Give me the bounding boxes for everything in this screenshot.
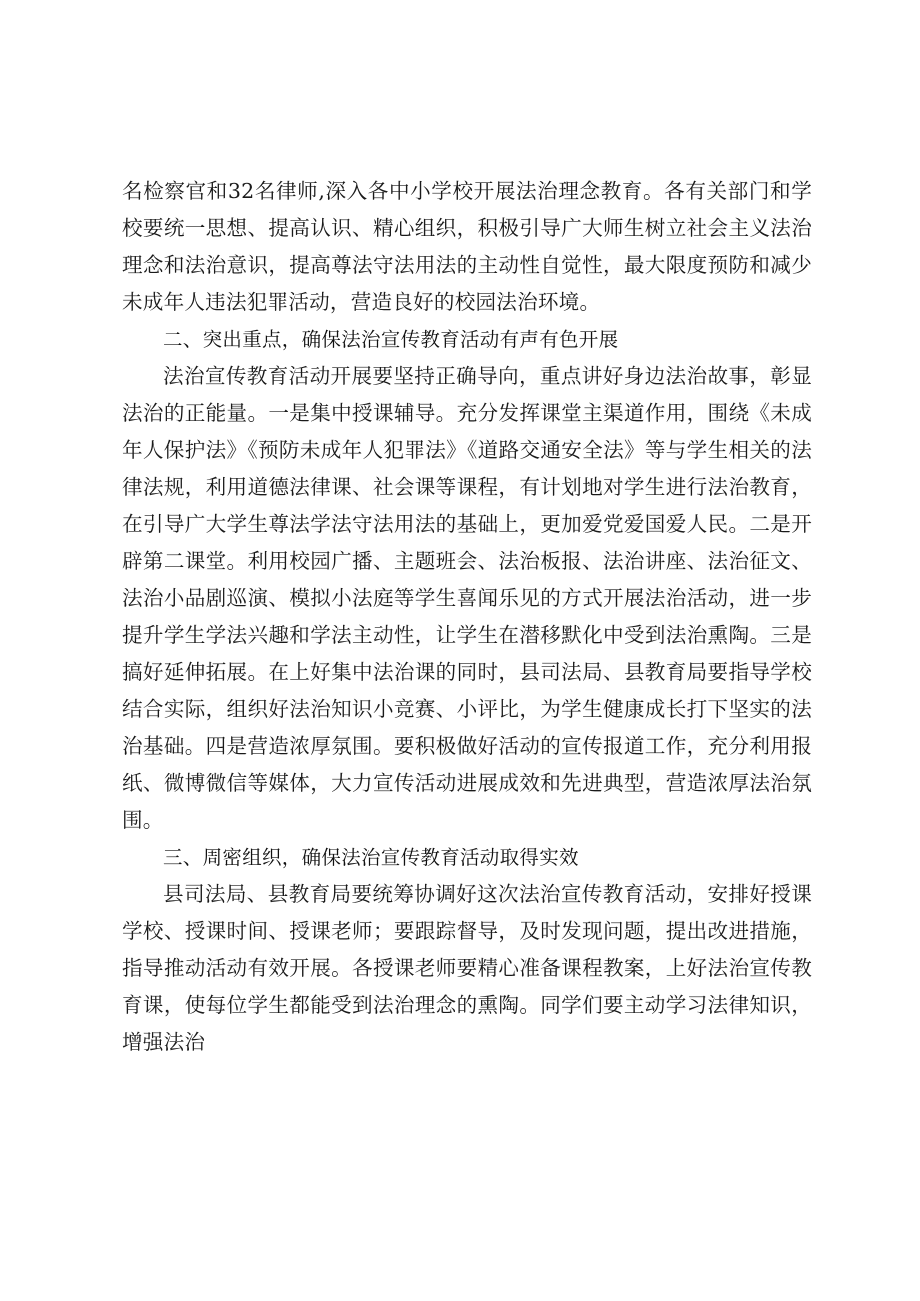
section-heading-2: 二、突出重点，确保法治宣传教育活动有声有色开展 [163, 328, 619, 351]
section-heading-3: 三、周密组织，确保法治宣传教育活动取得实效 [163, 846, 579, 869]
paragraph-section-3: 县司法局、县教育局要统筹协调好这次法治宣传教育活动，安排好授课学校、授课时间、授课老师；要跟踪督导，及时发现问题，提出改进措施，指导推动活动有效开展。各授课老师要精心准备课程教案，上好法治宣传教育课，使每位学生都能受到法治理念的熏陶。同学们要主动学习法律知识，增强法治 [122, 882, 812, 1054]
paragraph-section-2: 法治宣传教育活动开展要坚持正确导向，重点讲好身边法治故事，彰显法治的正能量。一是集中授课辅导。充分发挥课堂主渠道作用，围绕《未成年人保护法》《预防未成年人犯罪法》《道路交通安全法》等与学生相关的法律法规，利用道德法律课、社会课等课程，有计划地对学生进行法治教育，在引导广大学生尊法学法守法用法的基础上，更加爱党爱国爱人民。二是开辟第二课堂。利用校园广播、主题班会、法治板报、法治讲座、法治征文、法治小品剧巡演、模拟小法庭等学生喜闻乐见的方式开展法治活动，进一步提升学生学法兴趣和学法主动性，让学生在潜移默化中受到法治熏陶。三是搞好延伸拓展。在上好集中法治课的同时，县司法局、县教育局要指导学校结合实际，组织好法治知识小竞赛、小评比，为学生健康成长打下坚实的法治基础。四是营造浓厚氛围。要积极做好活动的宣传报道工作，充分利用报纸、微博微信等媒体，大力宣传活动进展成效和先进典型，营造浓厚法治氛围。 [122, 364, 812, 832]
document-body [122, 173, 812, 1061]
paragraph-continuation: 名检察官和32名律师,深入各中小学校开展法治理念教育。各有关部门和学校要统一思想、提高认识、精心组织，积极引导广大师生树立社会主义法治理念和法治意识，提高尊法守法用法的主动性自觉性，最大限度预防和减少未成年人违法犯罪活动，营造良好的校园法治环境。 [122, 179, 812, 314]
